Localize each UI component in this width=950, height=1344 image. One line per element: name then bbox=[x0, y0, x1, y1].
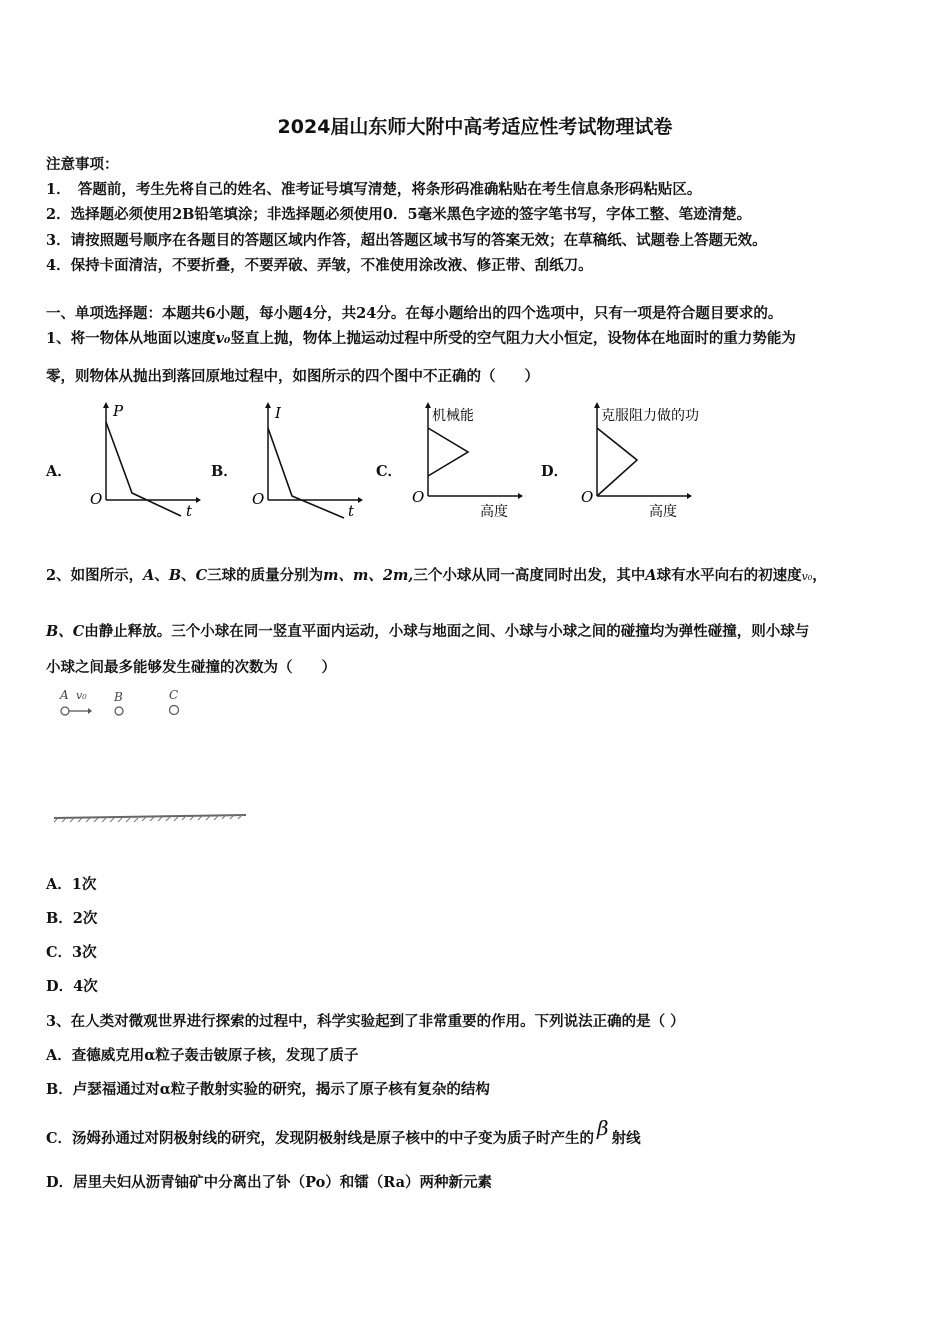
q1-option-a-label: A． bbox=[46, 463, 72, 480]
ball-b bbox=[115, 707, 123, 715]
q2-option-d: D．4次 bbox=[46, 978, 98, 995]
q1-option-b-label: B． bbox=[211, 463, 238, 480]
y-label: 机械能 bbox=[432, 408, 474, 424]
q2-option-a: A．1次 bbox=[46, 876, 97, 893]
q2-text-d: 球有水平向右的初速度 bbox=[656, 567, 802, 584]
q2-end: ， bbox=[812, 567, 827, 584]
q1-text-b: 竖直上抛，物体上抛运动过程中所受的空气阻力大小恒定，设物体在地面时的重力势能为 bbox=[230, 330, 796, 347]
ball-c bbox=[170, 706, 179, 715]
q2-ball-a: A bbox=[143, 567, 155, 584]
q3-option-c-tail: 射线 bbox=[611, 1130, 641, 1147]
q2-text-c: 三个小球从同一高度同时出发，其中 bbox=[413, 567, 646, 584]
q1-stem-line1 bbox=[46, 327, 796, 348]
x-label: 高度 bbox=[480, 504, 508, 520]
q2-ball-a-2: A bbox=[645, 567, 657, 584]
q2-sep1: 、 bbox=[154, 567, 169, 584]
q2-ball-c: C bbox=[195, 567, 208, 584]
origin-label: O bbox=[252, 490, 265, 508]
q1-graph-a bbox=[86, 400, 201, 520]
q3-stem: 3、在人类对微观世界进行探索的过程中，科学实验起到了非常重要的作用。下列说法正确的是（ ） bbox=[46, 1013, 685, 1030]
q2-stem-line3: 小球之间最多能够发生碰撞的次数为（ ） bbox=[46, 659, 336, 676]
notice-item-1: 1． 答题前，考生先将自己的姓名、准考证号填写清楚，将条形码准确粘贴在考生信息条形码粘贴区。 bbox=[46, 181, 702, 198]
q1-text-a: 1、将一物体从地面以速度 bbox=[46, 330, 216, 347]
q3-option-d: D．居里夫妇从沥青铀矿中分离出了钋（Po）和镭（Ra）两种新元素 bbox=[46, 1174, 493, 1191]
q3-option-c-text: C．汤姆孙通过对阴极射线的研究，发现阴极射线是原子核中的中子变为质子时产生的 bbox=[46, 1130, 595, 1147]
y-label: P bbox=[113, 402, 124, 420]
y-label: 克服阻力做的功 bbox=[601, 408, 699, 424]
origin-label: O bbox=[412, 488, 425, 506]
q3-option-a: A．查德威克用α粒子轰击铍原子核，发现了质子 bbox=[46, 1047, 359, 1064]
curve bbox=[268, 428, 344, 518]
notice-item-3: 3．请按照题号顺序在各题目的答题区域内作答，超出答题区域书写的答案无效；在草稿纸、试题卷上答题无效。 bbox=[46, 232, 767, 249]
q1-graph-d bbox=[577, 400, 737, 525]
section-heading: 一、单项选择题：本题共6小题，每小题4分，共24分。在每小题给出的四个选项中，只有一项是符合题目要求的。 bbox=[46, 305, 783, 322]
page-title: 2024届山东师大附中高考适应性考试物理试卷 bbox=[277, 116, 673, 138]
q1-v0: v₀ bbox=[215, 330, 231, 347]
q2-masses: m、m、2m, bbox=[323, 567, 414, 584]
x-label: t bbox=[186, 502, 193, 520]
ball-a-label: A bbox=[60, 688, 69, 702]
q1-graph-b bbox=[248, 400, 363, 520]
curve bbox=[597, 428, 637, 496]
curve bbox=[106, 422, 181, 516]
x-label: t bbox=[348, 502, 355, 520]
notice-item-2: 2．选择题必须使用2B铅笔填涂；非选择题必须使用0．5毫米黑色字迹的签字笔书写，字体工整、笔迹清楚。 bbox=[46, 206, 752, 223]
q2-text-a: 2、如图所示， bbox=[46, 567, 144, 584]
y-arrow bbox=[265, 402, 271, 408]
q2-stem-line2 bbox=[46, 620, 809, 641]
q2-figure bbox=[52, 685, 252, 830]
q3-beta-symbol: β bbox=[597, 1116, 609, 1140]
q2-option-b: B．2次 bbox=[46, 910, 98, 927]
ball-a bbox=[61, 707, 69, 715]
velocity-arrowhead bbox=[88, 708, 92, 714]
curve bbox=[428, 428, 468, 476]
q2-stem-line1 bbox=[46, 564, 827, 585]
y-arrow bbox=[594, 402, 600, 408]
q2-v0: v₀ bbox=[801, 570, 813, 583]
notice-item-4: 4．保持卡面清洁，不要折叠，不要弄破、弄皱，不准使用涂改液、修正带、刮纸刀。 bbox=[46, 257, 593, 274]
q1-stem-line2: 零，则物体从抛出到落回原地过程中，如图所示的四个图中不正确的（ ） bbox=[46, 368, 539, 385]
v0-label: v₀ bbox=[76, 689, 87, 702]
y-label: I bbox=[275, 404, 281, 422]
x-arrow bbox=[518, 493, 523, 499]
q1-graph-c bbox=[408, 400, 533, 525]
x-arrow bbox=[196, 497, 201, 503]
q1-option-d-label: D． bbox=[541, 463, 569, 480]
q3-option-c bbox=[46, 1116, 641, 1148]
ball-c-label: C bbox=[169, 688, 179, 702]
q2-sep2: 、 bbox=[181, 567, 196, 584]
origin-label: O bbox=[581, 488, 594, 506]
q2-ball-b: B bbox=[168, 567, 182, 584]
x-label: 高度 bbox=[649, 504, 677, 520]
q2-text-b: 三球的质量分别为 bbox=[207, 567, 324, 584]
y-arrow bbox=[103, 402, 109, 408]
q2-option-c: C．3次 bbox=[46, 944, 97, 961]
q2-text-line2: 由静止释放。三个小球在同一竖直平面内运动，小球与地面之间、小球与小球之间的碰撞均为弹性碰撞，则小球与 bbox=[84, 623, 810, 640]
notice-heading: 注意事项： bbox=[46, 156, 119, 173]
q2-bc: B、C bbox=[46, 623, 85, 640]
y-arrow bbox=[425, 402, 431, 408]
ball-b-label: B bbox=[114, 690, 123, 704]
x-arrow bbox=[687, 493, 692, 499]
q3-option-b: B．卢瑟福通过对α粒子散射实验的研究，揭示了原子核有复杂的结构 bbox=[46, 1081, 490, 1098]
origin-label: O bbox=[90, 490, 103, 508]
q1-option-c-label: C． bbox=[376, 463, 403, 480]
x-arrow bbox=[358, 497, 363, 503]
